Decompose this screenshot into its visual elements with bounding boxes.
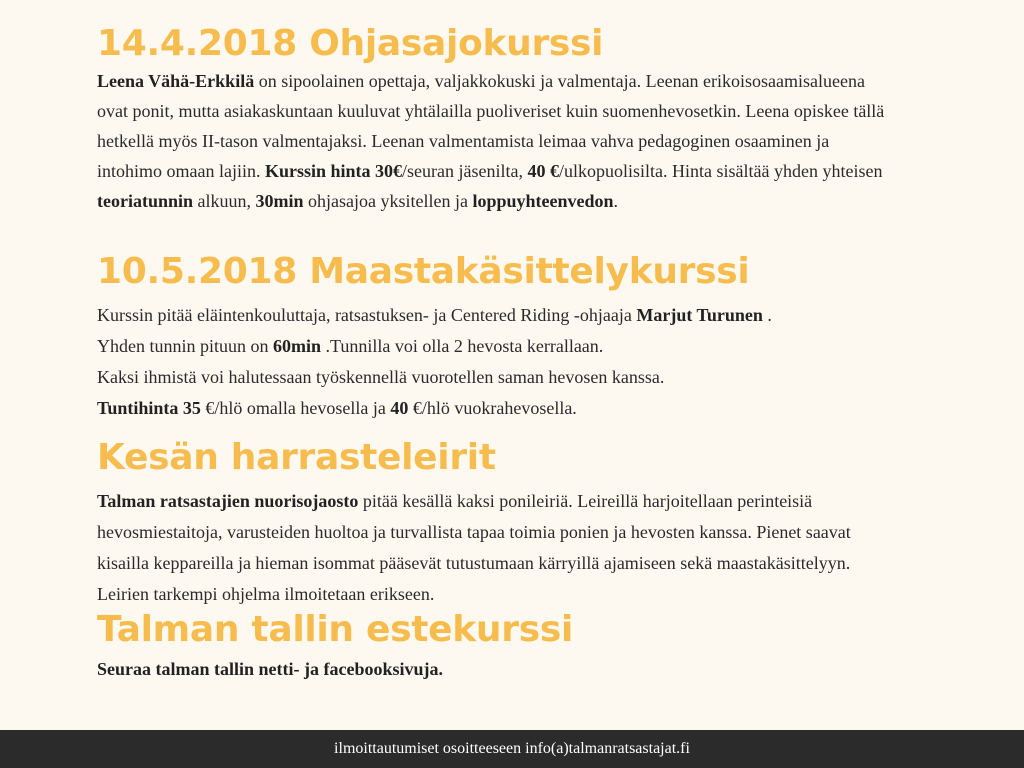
- section-maastakasittelykurssi: [97, 248, 897, 424]
- section-line: [97, 362, 897, 393]
- bold-text: Leena Vähä-Erkkilä: [97, 71, 255, 91]
- footer-bar: [0, 730, 1024, 768]
- bold-text: 60min: [273, 336, 322, 356]
- bold-text: Seuraa talman tallin netti- ja facebooksivuja.: [97, 659, 443, 679]
- text-run: ohjasajoa yksitellen ja: [303, 191, 473, 211]
- text-run: pitää kesällä kaksi ponileiriä. Leireillä harjoitellaan perinteisiä hevosmiestaitoja, varusteiden huoltoa ja turvallista tapaa toimia ponien ja hevosten kanssa. Pienet saavat kisailla keppareilla ja hieman isommat pääsevät tutustumaan kärryillä ajamiseen sekä maastakäsittelyyn. Leirien tarkempi ohjelma ilmoitetaan erikseen.: [97, 491, 851, 604]
- section-line: [97, 300, 897, 331]
- section-line: [97, 393, 897, 424]
- text-run: Yhden tunnin pituun on: [97, 336, 273, 356]
- text-run: /seuran jäsenilta,: [402, 161, 528, 181]
- text-run: Kurssin pitää eläintenkouluttaja, ratsastuksen- ja Centered Riding -ohjaaja: [97, 305, 637, 325]
- section-estekurssi: [97, 606, 897, 684]
- bold-text: teoriatunnin: [97, 191, 194, 211]
- section-heading: Talman tallin estekurssi: [97, 609, 573, 650]
- text-run: /ulkopuolisilta. Hinta sisältää yhden yhteisen: [559, 161, 883, 181]
- section-ohjasajokurssi: [97, 20, 897, 216]
- text-run: .: [762, 305, 772, 325]
- section-paragraph: [97, 66, 897, 216]
- section-paragraph: [97, 654, 897, 684]
- text-run: .: [613, 191, 619, 211]
- text-run: €/hlö omalla hevosella ja: [200, 398, 391, 418]
- bold-text: 40: [390, 398, 409, 418]
- text-run: alkuun,: [193, 191, 256, 211]
- footer-text: ilmoittautumiset osoitteeseen info(a)talmanratsastajat.fi: [334, 740, 690, 757]
- text-run: .Tunnilla voi olla 2 hevosta kerrallaan.: [321, 336, 604, 356]
- text-run: €/hlö vuokrahevosella.: [408, 398, 577, 418]
- bold-text: Tuntihinta 35: [97, 398, 201, 418]
- section-line: [97, 331, 897, 362]
- bold-text: Talman ratsastajien nuorisojaosto: [97, 491, 359, 511]
- section-heading: 14.4.2018 Ohjasajokurssi: [97, 23, 604, 64]
- bold-text: Kurssin hinta 30€: [264, 161, 403, 181]
- section-heading: 10.5.2018 Maastakäsittelykurssi: [97, 251, 750, 292]
- bold-text: loppuyhteenvedon: [472, 191, 614, 211]
- bold-text: 30min: [255, 191, 304, 211]
- bold-text: 40 €: [527, 161, 559, 181]
- text-run: Kaksi ihmistä voi halutessaan työskennellä vuorotellen saman hevosen kanssa.: [97, 367, 665, 387]
- bold-text: Marjut Turunen: [636, 305, 763, 325]
- section-heading: Kesän harrasteleirit: [97, 437, 496, 478]
- section-paragraph: [97, 486, 897, 610]
- section-harrasteleirit: [97, 434, 897, 610]
- text-run: on sipoolainen opettaja, valjakkokuski ja valmentaja. Leenan erikoisosaamisalueena ovat ponit, mutta asiakaskuntaan kuuluvat yhtälailla puoliveriset kuin suomenhevosetkin. Leena opiskee tällä hetkellä myös II-tason valmentajaksi. Leenan valmentamista leimaa vahva pedagoginen osaaminen ja intohimo omaan lajiin.: [97, 71, 885, 181]
